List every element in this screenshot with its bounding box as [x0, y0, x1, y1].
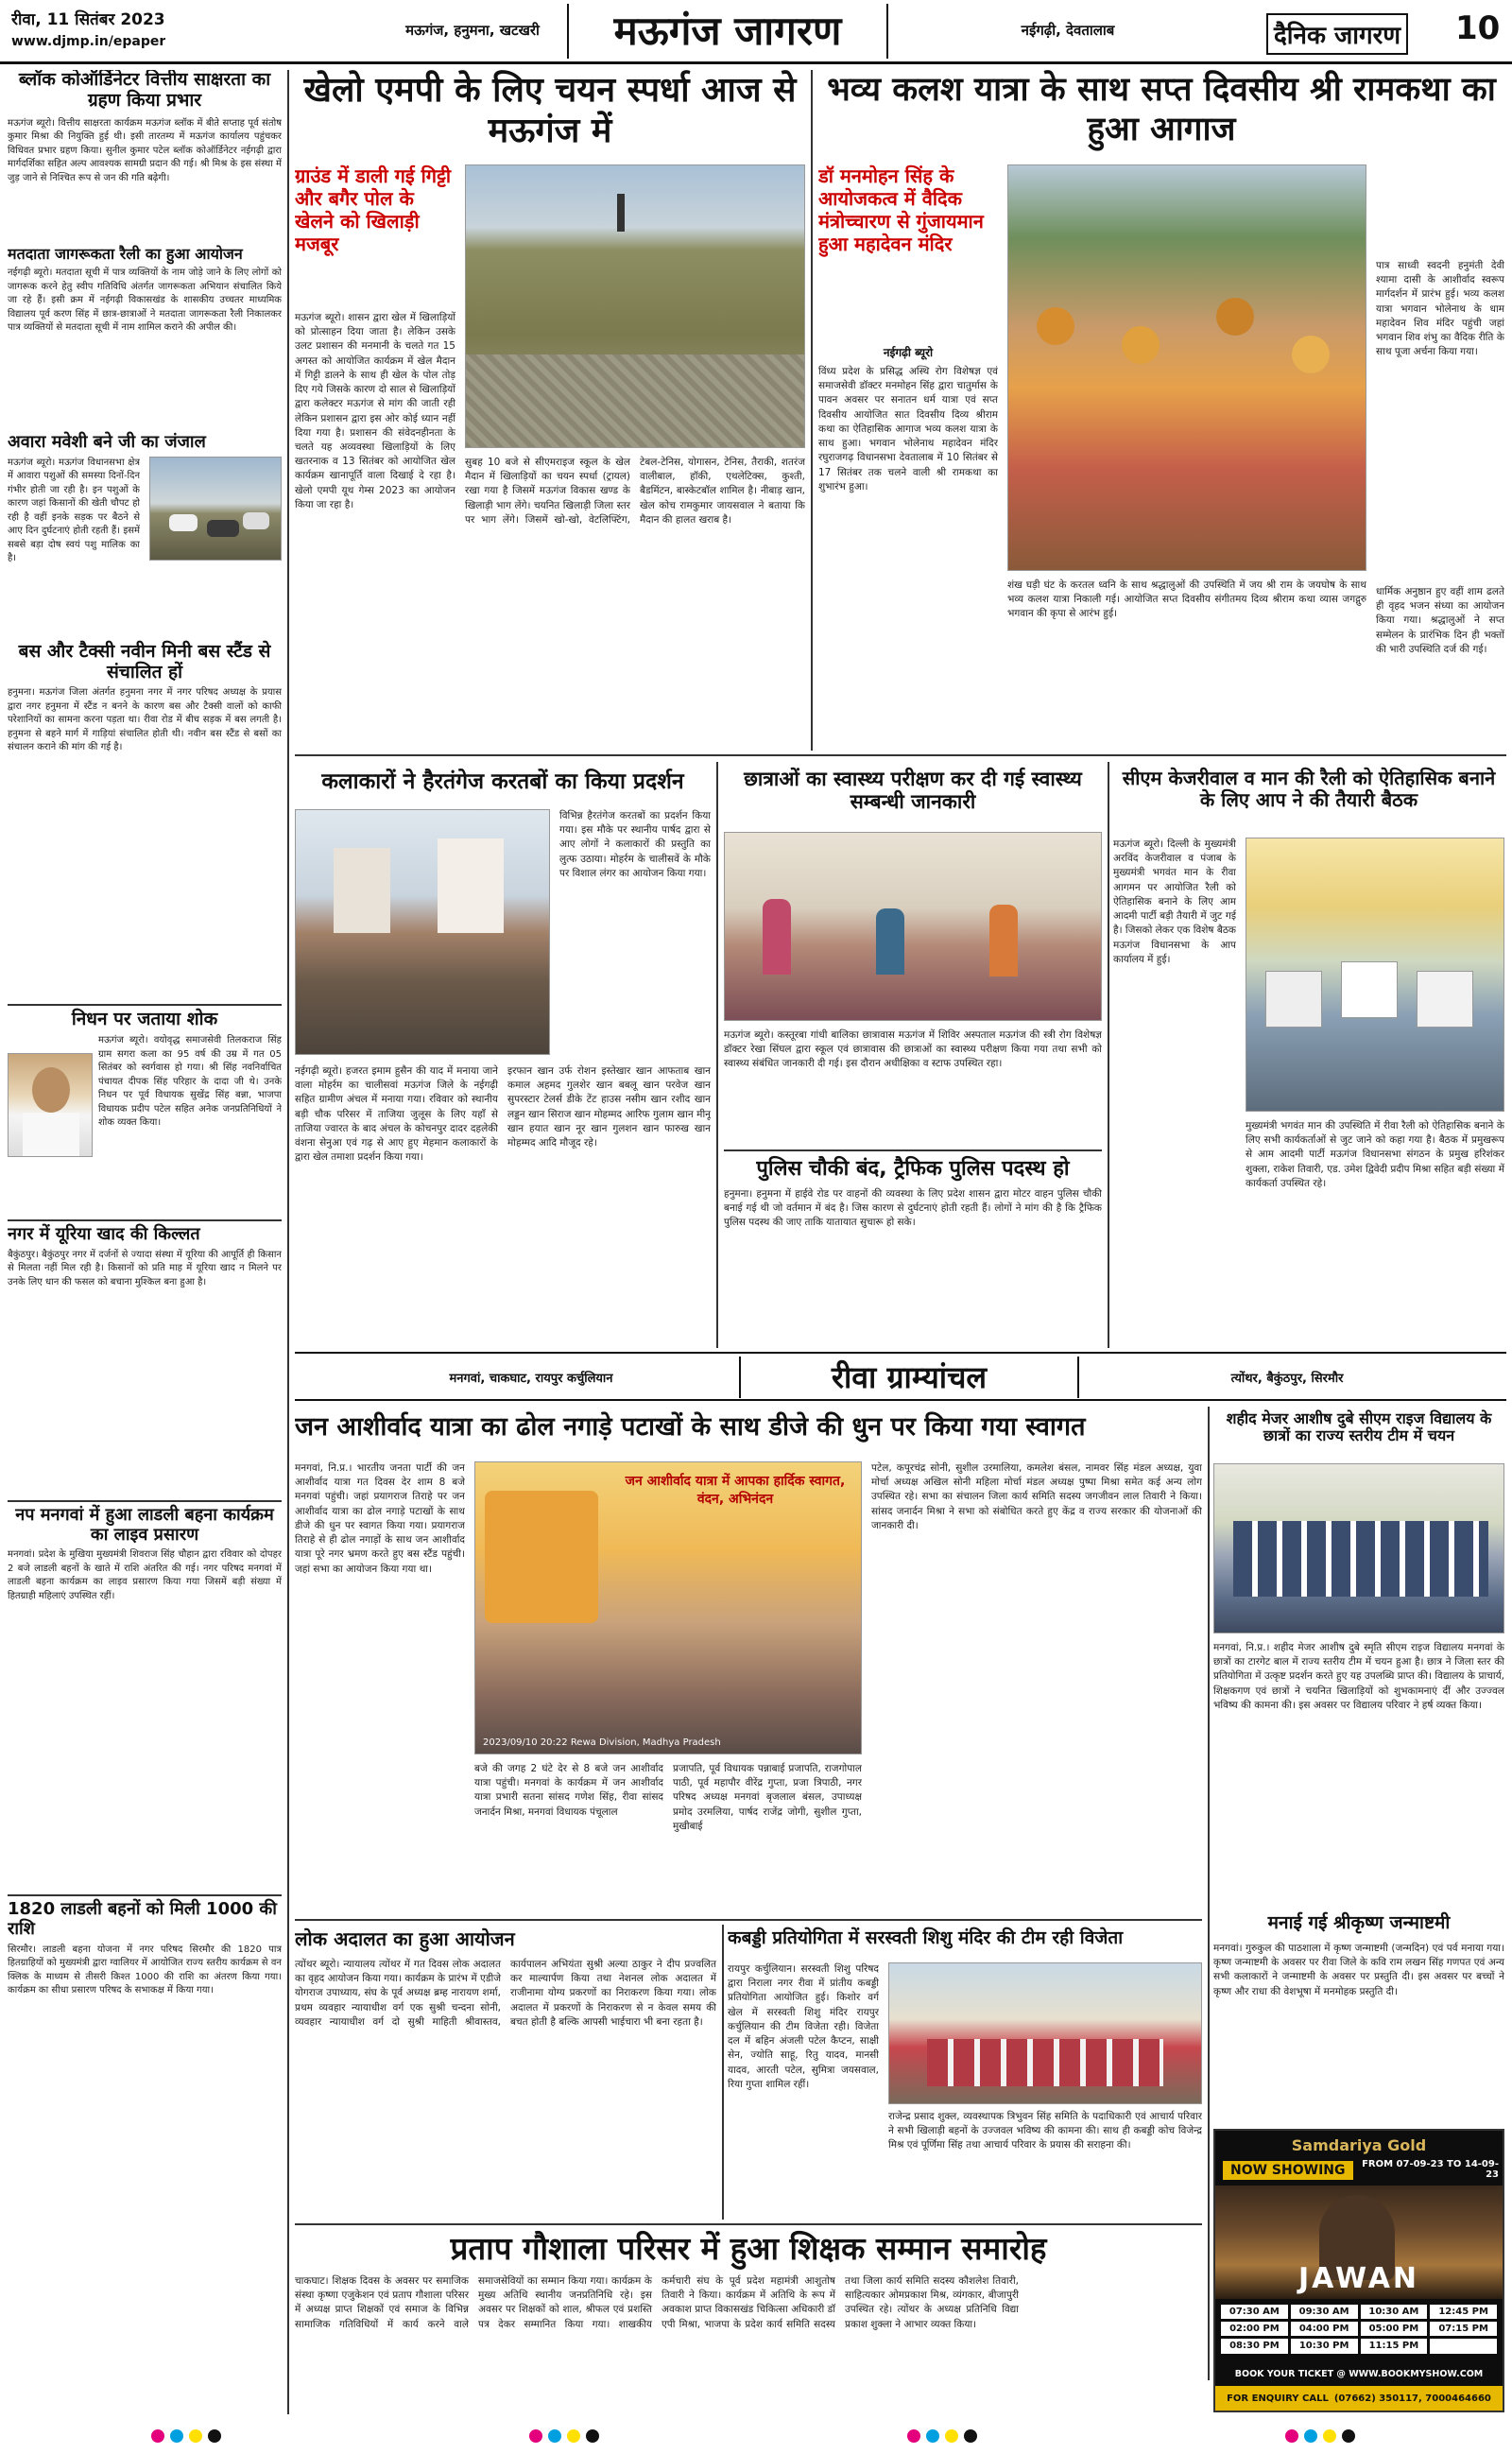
color-dots-2: [529, 2428, 605, 2446]
chhatra-divider: [1108, 762, 1109, 1348]
ashirwad-rally-photo: [474, 1461, 862, 1754]
ashirwad-divider: [1208, 1407, 1210, 2380]
kalakar-title: कलाकारों ने हैरतंगेज करतबों का किया प्रदर्शन: [321, 769, 684, 794]
lok-adalat-story: [295, 1925, 716, 2220]
kabaddi-story: [728, 1925, 1202, 2220]
story1-title: ब्लॉक कोऑर्डिनेटर वित्तीय साक्षरता का ग्रहण किया प्रभार: [18, 70, 271, 111]
kalakar-text1: विभिन्न हैरतंगेज करतबों का प्रदर्शन किया गया। इस मौके पर स्थानीय पार्षद द्वारा से आए लोगों ने कलाकारों की प्रस्तुति का लुत्फ उठाया। मोहर्रम के चालीसवें के मौके पर विशाल लंगर का आयोजन किया गया।: [559, 810, 711, 879]
kejriwal-story: [1113, 762, 1504, 1348]
ground-photo: [465, 164, 805, 448]
ashirwad-text3: प्रजापति, पूर्व विधायक पन्नाबाई प्रजापति, राजगोपाल पाठी, पूर्व महापौर वीरेंद्र गुप्ता, प्रजा त्रिपाठी, नगर परिषद अध्यक्ष मनगवां बृजलाल बंसल, उपाध्यक्ष प्रमोद उरमलिया, पार्षद राजेंद्र जोगी, सुशील गुप्ता, मुखीबाई: [673, 1763, 862, 1832]
khelo-story: [295, 70, 805, 751]
kalash-title: भव्य कलश यात्रा के साथ सप्त दिवसीय श्री रामकथा का हुआ आगाज: [827, 71, 1496, 148]
cinema-dates: FROM 07-09-23 TO 14-09-23: [1362, 2159, 1499, 2180]
pratap-title: प्रताप गौशाला परिसर में हुआ शिक्षक सम्मान समारोह: [450, 2230, 1047, 2267]
shaheed-text: मनगवां, नि.प्र.। शहीद मेजर आशीष दुबे स्मृति सीएम राइज विद्यालय मनगवां के छात्रों का टारगेट बाल में राज्य स्तरीय टीम में चयन हुआ है। छात्र ने जिला स्तर की प्रतियोगिता में उत्कृष्ट प्रदर्शन करते हुए यह उपलब्धि प्राप्त की। विद्यालय के प्राचार्य, शिक्षकगण एवं छात्रों ने चयनित खिलाड़ियों को शुभकामनाएं दीं और उज्ज्वल भविष्य की कामना की। इस अवसर पर विद्यालय परिवार ने हर्ष व्यक्त किया।: [1213, 1642, 1504, 1711]
showtime: 09:30 AM: [1291, 2305, 1358, 2319]
chhatra-text: मऊगंज ब्यूरो। कस्तूरबा गांधी बालिका छात्रावास मऊगंज में शिविर अस्पताल मऊगंज की स्त्री रोग विशेषज्ञ डॉक्टर रेखा सिंघल द्वारा स्कूल एवं छात्रावास की छात्राओं का स्वास्थ्य परीक्षण किया गया तथा सभी को स्वास्थ्य संबंधित जानकारी दी गई। इस दौरान अधीक्षिका व स्टाफ उपस्थित रहा।: [724, 1029, 1102, 1070]
color-dots-4: [1285, 2428, 1361, 2446]
story6-text: बैकुंठपुर। बैकुंठपुर नगर में दर्जनों से ज्यादा संस्था में यूरिया की आपूर्ति ही किसान से मिलता नहीं मिल रही है। किसानों को प्रति माह में यूरिया खाद न मिलने पर उनके लिए धान की फसल को बचाना मुश्किल बना हुआ है।: [8, 1249, 282, 1287]
story4-text: हनुमना। मऊगंज जिला अंतर्गत हनुमना नगर में नगर परिषद अध्यक्ष के प्रयास द्वारा नगर हनुमना में स्टैंड न बनने के कारण बस और टैक्सी वालों को काफी परेशानियों का सामना करना पड़ता था। रीवा रोड में बीच सड़क में बस लगती है। हनुमना से बहने मार्ग में गाड़ियां संचालित होती थी। नवीन बस स्टैंड से बसों का संचालन कराने की मांग की गई है।: [8, 687, 282, 753]
rewa-band-right: त्योंथर, बैकुंठपुर, सिरमौर: [1230, 1372, 1344, 1386]
janmashtami-title: मनाई गई श्रीकृष्ण जन्माष्टमी: [1267, 1912, 1451, 1933]
ashirwad-text4: पटेल, कपूरचंद्र सोनी, सुशील उरमालिया, कमलेश बंसल, नामवर सिंह मंडल अध्यक्ष, युवा मोर्चा अध्यक्ष अखिल सोनी महिला मोर्चा मंडल अध्यक्ष पुष्पा मिश्रा समेत कई अन्य लोग उपस्थित रहे। सभा का संचालन जिला कार्य समिति सदस्य जगजीवन लाल तिवारी ने किया। सांसद जनार्दन मिश्रा ने सभा को संबोधित करते हुए केंद्र व राज्य सरकार की योजनाओं की जानकारी दी।: [871, 1462, 1202, 1531]
lok-adalat-text: त्योंथर ब्यूरो। न्यायालय त्योंथर में गत दिवस लोक अदालत का वृहद आयोजन किया गया। कार्यक्रम के प्रारंभ में एडीजे योगराज उपाध्याय, संघ के पूर्व अध्यक्ष ब्रम्ह नारायण शर्मा, प्रथम व्यवहार न्यायाधीश वर्ग एक सुश्री चन्दना सोनी, व्यवहार न्यायाधीश वर्ग दो सुश्री माहिती श्रीवास्तव, कार्यपालन अभियंता सुश्री अल्या ठाकुर ने दीप प्रज्वलित कर माल्यार्पण किया तथा नेशनल लोक अदालत में राजीनामा योग्य प्रकरणों का निराकरण किया गया। लोक अदालत में प्रकरणों के निराकरण से न केवल समय की बचत होती है बल्कि आपसी भाईचारा भी बना रहता है।: [295, 1959, 716, 2028]
ashirwad-title: जन आशीर्वाद यात्रा का ढोल नगाड़े पटाखों के साथ डीजे की धुन पर किया गया स्वागत: [295, 1412, 1086, 1442]
kabaddi-team-photo: [888, 1962, 1202, 2104]
police-text: हनुमना। हनुमना में हाईवे रोड पर वाहनों की व्यवस्था के लिए प्रदेश शासन द्वारा मोटर वाहन पुलिस चौकी बनाई गई थी जो वर्तमान में बंद है। जिस कारण से दुर्घटनाएं होती रहती हैं। लोगों ने मांग की है कि ट्रैफिक पुलिस पदस्थ की जाए ताकि यातायात सुचारू हो सके।: [724, 1188, 1102, 1229]
shaheed-title: शहीद मेजर आशीष दुबे सीएम राइज विद्यालय के छात्रों का राज्य स्तरीय टीम में चयन: [1226, 1409, 1492, 1445]
story7-title: नप मनगवां में हुआ लाडली बहना कार्यक्रम का लाइव प्रसारण: [8, 1500, 282, 1545]
date-line: रीवा, 11 सितंबर 2023: [11, 10, 165, 29]
pratap-story: [295, 2227, 1202, 2416]
ashirwad-banner-text: जन आशीर्वाद यात्रा में आपका हार्दिक स्वागत, वंदन, अभिनंदन: [625, 1474, 846, 1507]
story1-text: मऊगंज ब्यूरो। वित्तीय साक्षरता कार्यक्रम मऊगंज ब्लॉक में बीते सप्ताह पूर्व संतोष कुमार मिश्रा की नियुक्ति हुई थी। इसी तारतम्य में मऊगंज कार्यालय पहुंचकर विधिवत प्रभार ग्रहण किया। सुनील कुमार पटेल ब्लॉक कोऑर्डिनेटर नईगढ़ी द्वारा मार्गदर्शिका सहित अल्प आवश्यक सामग्री प्रदान की गई। श्री मिश्र के इस संस्था में जुड़ जाने से निश्चित रूप से जन की गति बढ़ेगी।: [8, 117, 282, 183]
showtime: 12:45 PM: [1430, 2305, 1497, 2319]
kejriwal-title: सीएम केजरीवाल व मान की रैली को ऐतिहासिक बनाने के लिए आप ने की तैयारी बैठक: [1122, 767, 1496, 811]
cinema-brand: Samdariya Gold: [1291, 2136, 1427, 2154]
kejriwal-text1: मऊगंज ब्यूरो। दिल्ली के मुख्यमंत्री अरविंद केजरीवाल व पंजाब के मुख्यमंत्री भगवंत मान के रीवा आगमन पर आयोजित रैली को ऐतिहासिक बनाने के लिए आम आदमी पार्टी बड़ी तैयारी में जुट गई है। जिसको लेकर एक विशेष बैठक मऊगंज विधानसभा के आप कार्यालय में हुई।: [1113, 838, 1236, 965]
story5-text: मऊगंज ब्यूरो। वयोवृद्ध समाजसेवी तिलकराज सिंह ग्राम सगरा कला का 95 वर्ष की उम्र में गत 05 सितंबर को स्वर्गवास हो गया। श्री सिंह नवनिर्वाचित पंचायत दीपक सिंह परिहार के दादा जी थे। उनके निधन पर पूर्व विधायक सुखेंद्र सिंह बन्ना, भाजपा विधायक प्रदीप पटेल सहित अनेक जनप्रतिनिधियों ने शोक व्यक्त किया।: [98, 1035, 282, 1129]
story8-title: 1820 लाडली बहनों को मिली 1000 की राशि: [8, 1894, 282, 1939]
khelo-divider: [811, 70, 813, 751]
showtime: 07:15 PM: [1430, 2322, 1497, 2336]
showtime: 08:30 PM: [1221, 2339, 1288, 2354]
kalakar-text3: इरफान खान उर्फ रोशन इस्तेखार खान आफताब खान कमाल अहमद गुलशेर खान बबलू खान परवेज खान सुपरस्टार टेलर्स डीके टेंट हाउस नसीम खान रशीद खान लड्डन खान सिराज खान मोहम्मद आरिफ गुलाम खान मीनू खान हयात खान नूर खान गुलशन खान फारुख खान मोहम्मद आदि मौजूद रहे।: [507, 1065, 711, 1149]
janmashtami-text: मनगवां। गुरुकुल की पाठशाला में कृष्ण जन्माष्टमी (जन्मदिन) एवं पर्व मनाया गया। कृष्ण जन्माष्टमी के अवसर पर रीवा जिले के कवि राम लखन सिंह गणपत एवं अन्य सभी कलाकारों ने जन्माष्टमी के अवसर पर प्रस्तुति दी। इस अवसर पर बच्चों ने कृष्ण और राधा की वेशभूषा में मनमोहक प्रस्तुति दी।: [1213, 1943, 1504, 1997]
epaper-url[interactable]: www.djmp.in/epaper: [11, 34, 166, 49]
showtime: 10:30 AM: [1361, 2305, 1428, 2319]
showtime: 07:30 AM: [1221, 2305, 1288, 2319]
story8-text: सिरमौर। लाडली बहना योजना में नगर परिषद सिरमौर की 1820 पात्र हितग्राहियों को मुख्यमंत्री द्वारा ग्वालियर में आयोजित राज्य स्तरीय कार्यक्रम से वन क्लिक के माध्यम से तीसरी किश्त 1000 की राशि का अंतरण किया गया। कार्यक्रम का सीधा प्रसारण परिषद के सभाकक्ष में किया गया।: [8, 1944, 282, 1996]
story2-text: नईगढ़ी ब्यूरो। मतदाता सूची में पात्र व्यक्तियों के नाम जोड़े जाने के लिए लोगों को जागरूक करने हेतु स्वीप गतिविधि अंतर्गत जागरूकता अभियान संचालित किये जा रहे हैं। इसी क्रम में नईगढ़ी विकासखंड के शासकीय उच्चतर माध्यमिक विद्यालय पूर्व करण सिंह में छात्र-छात्राओं ने मतदाता जागरूकता रैली निकालकर पात्र व्यक्तियों से मतदाता सूची में नाम शामिल कराने की अपील की।: [8, 268, 282, 334]
enquiry-bar: [1215, 2386, 1503, 2411]
enquiry-label: FOR ENQUIRY CALL: [1227, 2393, 1329, 2404]
enquiry-phone[interactable]: (07662) 350117, 7000464660: [1333, 2393, 1491, 2404]
kejriwal-text2: मुख्यमंत्री भगवंत मान की उपस्थिति में रीवा रैली को ऐतिहासिक बनाने के लिए सभी कार्यकर्ताओं से जुट जाने को कहा गया है। बैठक में प्रमुखरूप से आम आदमी पार्टी मऊगंज विधानसभा संगठन के प्रमुख हरिशंकर शुक्ला, राकेश तिवारी, एड. उमेश द्विवेदी प्रदीप मिश्रा सहित बड़ी संख्या में कार्यकर्ता उपस्थित रहे।: [1246, 1120, 1504, 1189]
pratap-text: चाकघाट। शिक्षक दिवस के अवसर पर समाजिक संस्था कृष्णा एजुकेशन एवं प्रताप गौशाला परिसर में अध्यक्ष प्राप्त शिक्षकों एवं समाज के विभिन्न सामाजिक गतिविधियों में कार्य करने वाले समाजसेवियों का सम्मान किया गया। कार्यक्रम के मुख्य अतिथि स्थानीय जनप्रतिनिधि रहे। इस अवसर पर शिक्षकों को शाल, श्रीफल एवं प्रशस्ति पत्र देकर सम्मानित किया गया। शाखकीय कर्मचारी संघ के पूर्व प्रदेश महामंत्री आशुतोष तिवारी ने किया। कार्यक्रम में अतिथि के रूप में अवकाश प्राप्त विकासखंड चिकित्सा अधिकारी डॉ एपी मिश्रा, भाजपा के प्रदेश कार्य समिति सदस्य तथा जिला कार्य समिति सदस्य कौशलेश तिवारी, साहित्यकार ओमप्रकाश मिश्र, व्यंगकार, बीजापुरी उपस्थित रहे। त्योंथर के अध्यक्ष प्रतिनिधि विद्या प्रकाश शुक्ला ने आभार व्यक्त किया।: [295, 2274, 1019, 2330]
kalakar-text2: नईगढ़ी ब्यूरो। हजरत इमाम हुसैन की याद में मनाया जाने वाला मोहर्रम का चालीसवां मऊगंज जिले के नईगढ़ी सहित ग्रामीण अंचल में मनाया गया। रविवार को स्थानीय बड़ी चौक परिसर में ताजिया जुलूस के लिए यहाँ से ताजिया ज्वारत के बाद अंचल के कोचनपुर दादर दहलेकी वंशना सेनुआ एवं गढ़ से आए हुए मेहमान कलाकारों के द्वारा खेल तमाशा प्रदर्शन किया गया।: [295, 1065, 498, 1164]
muharram-photo: [295, 809, 550, 1055]
kalash-story: [818, 70, 1504, 751]
masthead-right-places: नईगढ़ी, देवतालाब: [1021, 22, 1115, 39]
kalash-text1: विंध्य प्रदेश के प्रसिद्ध अस्थि रोग विशेषज्ञ एवं समाजसेवी डॉक्टर मनमोहन सिंह द्वारा चातुर्मास के पावन अवसर पर सनातन धर्म यात्रा एवं सप्त दिवसीय आयोजित सात दिवसीय दिव्य श्रीराम कथा का ऐतिहासिक आगाज भव्य कलश यात्रा के साथ हुआ। भगवान भोलेनाथ महादेवन मंदिर रघुराजगढ़ विधानसभा देवतालाब में 10 सितंबर से 17 सितंबर तक चलने वाली श्री रामकथा का शुभारंभ हुआ।: [818, 366, 998, 493]
kalash-subhead: डॉ मनमोहन सिंह के आयोजकत्व में वैदिक मंत्रोच्चारण से गुंजायमान हुआ महादेवन मंदिर: [818, 164, 984, 255]
khelo-subhead: ग्राउंड में डाली गई गिट्टी और बगैर पोल के खेलने को खिलाड़ी मजबूर: [295, 164, 452, 255]
lok-adalat-divider: [722, 1925, 724, 2220]
ashirwad-text1: मनगवां, नि.प्र.। भारतीय जनता पार्टी की जन आशीर्वाद यात्रा गत दिवस देर शाम 8 बजे मनगवां पहुंची। जहां प्रयागराज तिराहे पर जन आशीर्वाद यात्रा का ढोल नगाड़े पटाखों के साथ डीजे की धुन पर स्वागत किया गया। प्रयागराज तिराहे से ही ढोल नगाड़ों के साथ जन आशीर्वाद यात्रा पूरे नगर भ्रमण करते हुए बस स्टैंड पहुंची। जहां सभा का आयोजन किया गया था।: [295, 1462, 465, 1575]
ashirwad-text2: बजे की जगह 2 घंटे देर से 8 बजे जन आशीर्वाद यात्रा पहुंची। मनगवां के कार्यक्रम में जन आशीर्वाद यात्रा प्रभारी सतना सांसद गणेश सिंह, रीवा सांसद जनार्दन मिश्रा, मनगवां विधायक पंचूलाल: [474, 1763, 663, 1818]
film-title: JAWAN: [1297, 2262, 1420, 2295]
top-row-divider: [295, 754, 1506, 756]
story4-title: बस और टैक्सी नवीन मिनी बस स्टैंड से संचालित हों: [18, 640, 271, 683]
story7-text: मनगवां। प्रदेश के मुखिया मुख्यमंत्री शिवराज सिंह चौहान द्वारा रविवार को दोपहर 2 बजे लाडली बहनों के खाते में राशि अंतरित की गई। नगर परिषद मनगवां में लाडली बहना कार्यक्रम का लाइव प्रसारण किया गया जिसमें बड़ी संख्या में हितग्राही महिलाएं उपस्थित रहीं।: [8, 1549, 282, 1601]
kalakar-story: [295, 762, 711, 1348]
kalash-byline: नईगढ़ी ब्यूरो: [883, 346, 934, 359]
khelo-title: खेलो एमपी के लिए चयन स्पर्धा आज से मऊगंज में: [303, 71, 797, 151]
kabaddi-title: कबड्डी प्रतियोगिता में सरस्वती शिशु मंदिर की टीम रही विजेता: [728, 1927, 1124, 1948]
kabaddi-text1: रायपुर कर्चुलियान। सरस्वती शिशु परिषद द्वारा निराला नगर रीवा में प्रांतीय कबड्डी प्रतियोगिता आयोजित हुई। किशोर वर्ग खेल में सरस्वती शिशु मंदिर रायपुर कर्चुलियान की टीम विजेता रही। विजेता दल में बहिन अंजली पटेल कैप्टन, साक्षी सेन, ज्योति साहू, रितु यादव, मानसी यादव, आरती पटेल, सुमित्रा जयसवाल, रिया गुप्ता शामिल रहीं।: [728, 1963, 879, 2090]
health-check-photo: [724, 832, 1102, 1021]
cattle-photo: [149, 457, 282, 561]
chhatra-story: [724, 762, 1102, 1348]
police-title: पुलिस चौकी बंद, ट्रैफिक पुलिस पदस्थ हो: [724, 1149, 1102, 1181]
showtime: 02:00 PM: [1221, 2322, 1288, 2336]
showtime: 11:15 PM: [1361, 2339, 1428, 2354]
ashirwad-photo-caption: 2023/09/10 20:22 Rewa Division, Madhya Pradesh: [483, 1737, 721, 1748]
mid-row-divider: [295, 1919, 1202, 1921]
color-dots-1: [151, 2428, 227, 2446]
students-photo: [1213, 1463, 1504, 1633]
kalash-text2: शंख घड़ी घंट के करतल ध्वनि के साथ श्रद्धालुओं की उपस्थिति में जय श्री राम के जयघोष के साथ भव्य कलश यात्रा निकाली गई। आयोजित सप्त दिवसीय संगीतमय दिव्य श्रीराम कथा व्यास जगद्गुरु भगवान की कृपा से आरंभ हुई।: [1007, 579, 1366, 620]
showtime: 04:00 PM: [1291, 2322, 1358, 2336]
ashirwad-story: [295, 1407, 1202, 1917]
obituary-photo: [8, 1053, 93, 1157]
showtime: [1430, 2339, 1497, 2354]
color-dots-3: [907, 2428, 983, 2446]
booking-line[interactable]: BOOK YOUR TICKET @ WWW.BOOKMYSHOW.COM: [1234, 2369, 1484, 2379]
print-registration-bar: [0, 2420, 1512, 2454]
khelo-text2: सुबह 10 बजे से सीएमराइज स्कूल के खेल मैदान में खिलाड़ियों का चयन स्पर्धा (ट्रायल) रखा गया है जिसमें मऊगंज विकास खण्ड के खिलाड़ी भाग लेंगे। चयनित खिलाड़ी जिला स्तर पर भाग लेंगे। जिसमें खो-खो, वेटलिफ्टिंग, टेबल-टेनिस, योगासन, टेनिस, तैराकी, शतरंज वालीबाल, हॉकी, एथलेटिक्स, कुश्ती, बैडमिंटन, बास्केटबॉल शामिल है। नीबाड़ खान, खेल कोच रामकुमार जायसवाल ने बताया कि मैदान की हालत खराब है।: [465, 457, 805, 526]
kalakar-divider: [716, 762, 718, 1348]
chhatra-title: छात्राओं का स्वास्थ्य परीक्षण कर दी गई स्वास्थ्य सम्बन्धी जानकारी: [744, 768, 1082, 814]
rewa-band: [295, 1352, 1506, 1401]
aap-meeting-photo: [1246, 838, 1504, 1112]
story3-text: मऊगंज ब्यूरो। मऊगंज विधानसभा क्षेत्र में आवारा पशुओं की समस्या दिनों-दिन गंभीर होती जा रही है। इन पशुओं के कारण जहां किसानों की खेती चौपट हो रही है वहीं इनके सड़क पर बैठने से आए दिन दुर्घटनाएं होती रहती हैं। इसमें सबसे बड़ा दोष स्वयं पशु मालिक का है।: [8, 457, 140, 564]
left-column-divider: [287, 70, 289, 2414]
cinema-ad: [1213, 2129, 1504, 2412]
story2-title: मतदाता जागरूकता रैली का हुआ आयोजन: [8, 244, 243, 263]
showtime: 05:00 PM: [1361, 2322, 1428, 2336]
masthead: [0, 0, 1512, 64]
kabaddi-text2: राजेन्द्र प्रसाद शुक्ल, व्यवस्थापक त्रिभुवन सिंह समिति के पदाधिकारी एवं आचार्य परिवार ने सभी खिलाड़ी बहनों के उज्जवल भविष्य की कामना की। साथ ही कबड्डी कोच विजेन्द्र मिश्र एवं पूर्णिमा सिंह तथा आचार्य परिवार के प्रयास की सराहना की।: [888, 2111, 1202, 2152]
khelo-text1: मऊगंज ब्यूरो। शासन द्वारा खेल में खिलाड़ियों को प्रोत्साहन दिया जाता है। लेकिन उसके उलट प्रशासन की मनमानी के चलते गत 15 अगस्त को आयोजित कार्यक्रम में खेल मैदान में गिट्टी डालने के साथ ही खेल के पोल तोड़ दिए गये जिसके कारण दो साल से खिलाड़ियों द्वारा कलेक्टर मऊगंज से मांग की जाती रही लेकिन प्रशासन द्वारा इस ओर कोई ध्यान नहीं दिया गया है। प्रशासन की संवेदनहीनता के चलते यह अव्यवस्था खिलाड़ियों के लिए खतरनाक व 13 सितंबर को आयोजित खेल कार्यक्रम खानापूर्ति वाला दिखाई दे रहा है। खेलो एमपी यूथ गेम्स 2023 का आयोजन किया जा रहा है।: [295, 312, 455, 510]
brand-name: दैनिक जागरण: [1266, 13, 1408, 55]
masthead-title: मऊगंज जागरण: [567, 4, 888, 59]
kalash-yatra-photo: [1007, 164, 1366, 571]
masthead-left-places: मऊगंज, हनुमना, खटखरी: [405, 22, 540, 39]
lok-adalat-title: लोक अदालत का हुआ आयोजन: [295, 1927, 515, 1950]
story6-title: नगर में यूरिया खाद की किल्लत: [8, 1219, 282, 1245]
showtime: 10:30 PM: [1291, 2339, 1358, 2354]
story3-title: अवारा मवेशी बने जी का जंजाल: [8, 432, 206, 453]
shaheed-story: [1213, 1407, 1504, 2125]
pratap-top-rule: [295, 2223, 1202, 2225]
rewa-band-title: रीवा ग्राम्यांचल: [739, 1357, 1079, 1398]
kalash-text4: धार्मिक अनुष्ठान हुए वहीं शाम ढलते ही वृहद भजन संध्या का आयोजन किया गया। श्रद्धालुओं ने सप्त सम्मेलन के प्रारंभिक दिन ही भक्तों की भारी उपस्थिति दर्ज की गई।: [1376, 586, 1504, 655]
showtimes-grid: [1221, 2305, 1497, 2354]
rewa-band-left: मनगवां, चाकघाट, रायपुर कर्चुलियान: [449, 1372, 613, 1386]
film-poster: [1215, 2186, 1503, 2299]
story5-title: निधन पर जताया शोक: [8, 1004, 282, 1030]
left-column: [8, 70, 282, 2414]
kalash-text3: पात्र साध्वी स्वदनी हनुमंती देवी श्यामा दासी के आशीर्वाद स्वरूप मार्गदर्शन में प्रारंभ हुई। भव्य कलश यात्रा भगवान भोलेनाथ के धाम महादेवन शिव मंदिर पहुंची जहां भगवान शिव शंभु का वैदिक रीति के साथ पूजा अर्चना किया गया।: [1376, 260, 1504, 358]
now-showing: NOW SHOWING: [1223, 2161, 1353, 2180]
page-number: 10: [1455, 9, 1501, 47]
